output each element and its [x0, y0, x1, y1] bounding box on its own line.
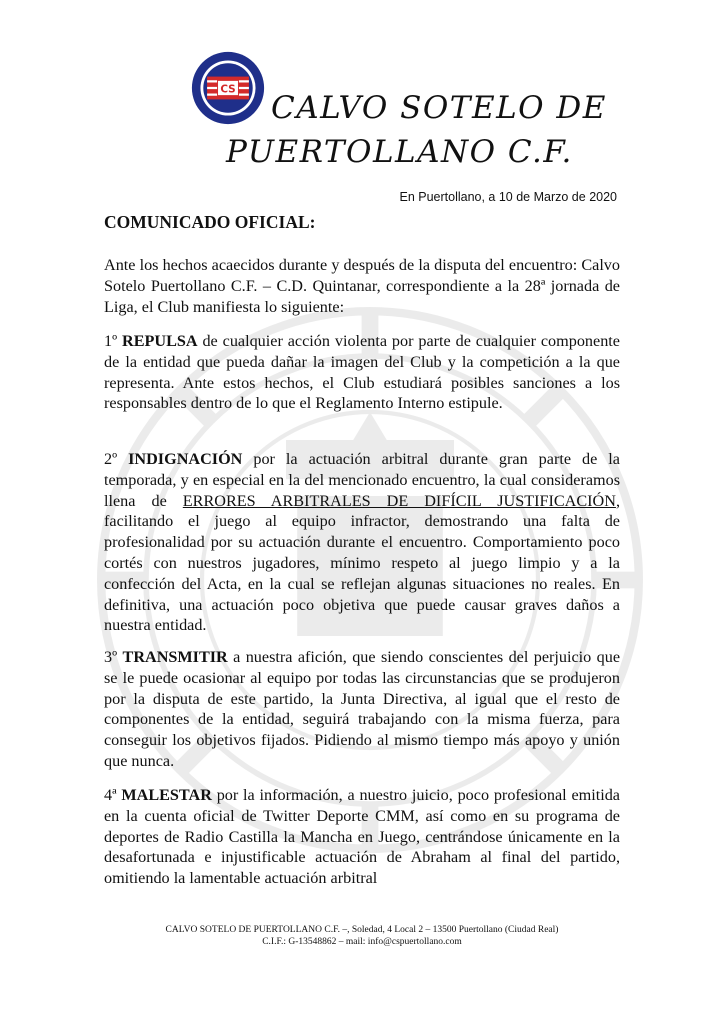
point-keyword: MALESTAR — [121, 786, 212, 804]
point-text: de cualquier acción violenta por parte de cualquier componente de la entidad que pueda dañar la imagen del Club y la competición a la que representa. Ante estos hechos, el Club estudiará posibles sanciones a los responsables dentro de lo que el Reglamento Interno estipule. — [104, 332, 620, 413]
club-logo-icon — [190, 50, 266, 126]
underlined-phrase: ERRORES ARBITRALES DE DIFÍCIL JUSTIFICACIÓN — [182, 491, 616, 510]
point-paragraph — [104, 785, 620, 889]
point-text: por la información, a nuestro juicio, poco profesional emitida en la cuenta oficial de Twitter Deporte CMM, así como en su programa de deportes de Radio Castilla la Mancha en Juego, centrándose únicamente en la desafortunada e injustificable actuación de Abraham al final del partido, omitiendo la lamentable actuación arbitral — [104, 786, 620, 888]
club-name-line2: PUERTOLLANO C.F. — [226, 134, 573, 170]
point-paragraph — [104, 647, 620, 772]
point-text: , facilitando el juego al equipo infractor, demostrando una falta de profesionalidad por su actuación durante el encuentro. Comportamiento poco cortés con nuestros jugadores, mínimo respeto al juego limpio y a la confección del Acta, en la cual se reflejan algunas situaciones no reales. En definitiva, una actuación poco objetiva que puede causar graves daños a nuestra entidad. — [104, 491, 620, 635]
point-text: por la actuación arbitral durante gran parte de la temporada, y en especial en la del mencionado encuentro, la cual consideramos llena de — [104, 450, 620, 510]
footer-contact: C.I.F.: G-13548862 – mail: info@cspuertollano.com — [262, 937, 462, 947]
logo-text: CS — [220, 83, 236, 96]
point-number: 3º — [104, 648, 118, 666]
point-number: 2º — [104, 450, 118, 468]
point-keyword: INDIGNACIÓN — [128, 450, 243, 468]
point-number: 1º — [104, 332, 118, 350]
point-number: 4ª — [104, 786, 117, 804]
point-keyword: REPULSA — [122, 332, 198, 350]
footer-address: CALVO SOTELO DE PUERTOLLANO C.F. –, Soledad, 4 Local 2 – 13500 Puertollano (Ciudad Real) — [165, 925, 559, 935]
point-paragraph — [104, 449, 620, 636]
point-keyword: TRANSMITIR — [122, 648, 228, 666]
point-paragraph — [104, 331, 620, 414]
date-line: En Puertollano, a 10 de Marzo de 2020 — [399, 190, 617, 204]
club-name-line1: CALVO SOTELO DE — [271, 90, 607, 126]
point-text: a nuestra afición, que siendo conscientes del perjuicio que se le puede ocasionar al equipo por todas las circunstancias que se produjeron por la disputa de este partido, la Junta Directiva, al igual que el resto de componentes de la entidad, seguirá trabajando con la misma fuerza, para conseguir los objetivos fijados. Pidiendo al mismo tiempo más apoyo y unión que nunca. — [104, 648, 621, 770]
intro-paragraph: Ante los hechos acaecidos durante y después de la disputa del encuentro: Calvo Sotelo Puertollano C.F. – C.D. Quintanar, correspondiente a la 28ª jornada de Liga, el Club manifiesta lo siguiente: — [104, 256, 620, 316]
page-title: COMUNICADO OFICIAL: — [104, 212, 316, 232]
